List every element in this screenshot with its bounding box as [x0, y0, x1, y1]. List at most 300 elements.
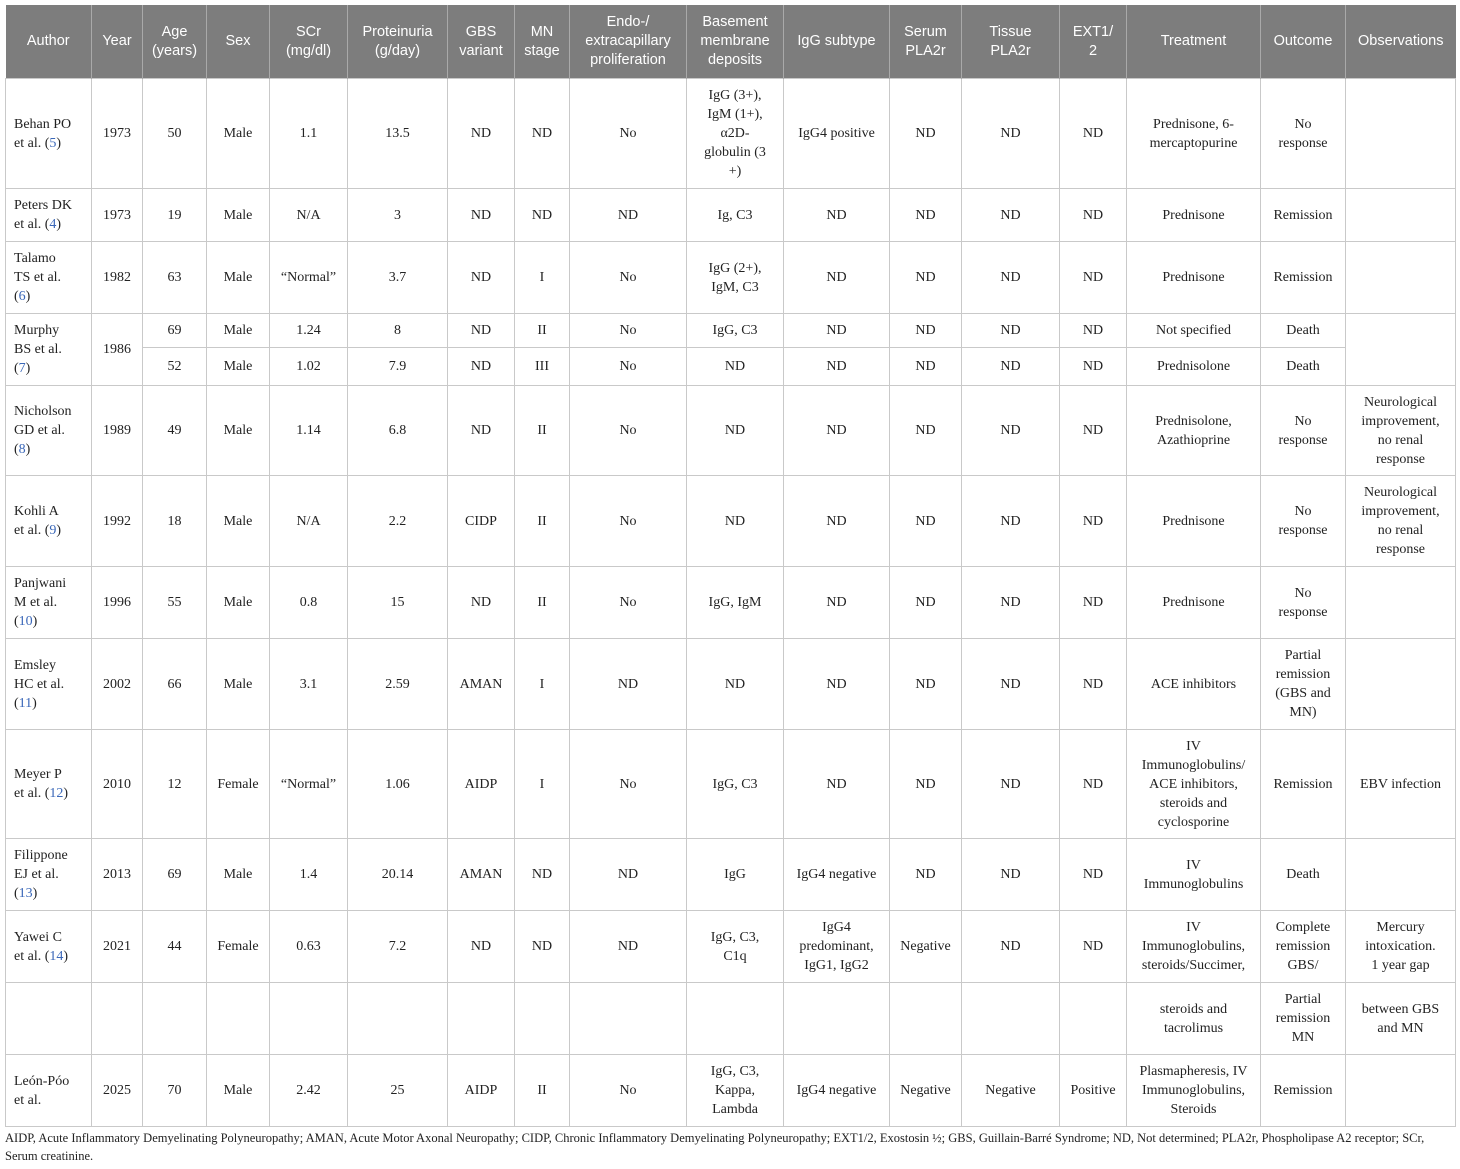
cell-sex: Male — [207, 839, 270, 911]
cell-author — [6, 983, 92, 1055]
cell-scr: “Normal” — [270, 242, 348, 314]
cell-mn: ND — [515, 911, 570, 983]
cell-gbs: ND — [448, 314, 515, 348]
cell-gbs: AMAN — [448, 839, 515, 911]
cell-deposits: ND — [687, 348, 784, 386]
cell-tissue: ND — [962, 348, 1060, 386]
table-row — [6, 639, 1456, 730]
cell-igg: ND — [784, 730, 890, 839]
reference-link[interactable]: 6 — [18, 289, 26, 304]
cell-mn: I — [515, 730, 570, 839]
cell-outcome: Remission — [1261, 1055, 1346, 1127]
table-row — [6, 730, 1456, 839]
reference-close-paren: ) — [25, 289, 31, 304]
cell-scr: 3.1 — [270, 639, 348, 730]
col-header-mn-stage: MN stage — [515, 5, 570, 79]
cell-obs — [1346, 839, 1456, 911]
cell-author — [6, 839, 92, 911]
cell-mn: ND — [515, 189, 570, 242]
author-text: Talamo TS et al. ( — [14, 251, 62, 304]
cell-year: 2025 — [92, 1055, 143, 1127]
table-footnote: AIDP, Acute Inflammatory Demyelinating Polyneuropathy; AMAN, Acute Motor Axonal Neuropathy; CIDP, Chronic Inflammatory Demyelinating Polyneuropathy; EXT1/2, Exostosin ½; GBS, Guillain-Barré Syndrome; ND, Not determined; PLA2r, Phospholipase A2 receptor; SCr, Serum creatinine. — [5, 1131, 1425, 1163]
reference-link[interactable]: 10 — [18, 614, 33, 629]
cell-prot — [348, 983, 448, 1055]
cell-deposits: ND — [687, 639, 784, 730]
cell-sex: Male — [207, 79, 270, 189]
cell-tissue: ND — [962, 567, 1060, 639]
cell-ext: ND — [1060, 242, 1127, 314]
cell-treatment: IV Immunoglobulins, steroids/Succimer, — [1127, 911, 1261, 983]
cell-deposits: IgG, C3 — [687, 730, 784, 839]
cell-scr: N/A — [270, 189, 348, 242]
cell-tissue: ND — [962, 911, 1060, 983]
cell-obs: Neurological improvement, no renal response — [1346, 386, 1456, 476]
cell-year: 1989 — [92, 386, 143, 476]
cell-deposits — [687, 983, 784, 1055]
cell-scr: 1.24 — [270, 314, 348, 348]
cell-ext: ND — [1060, 730, 1127, 839]
cell-gbs: ND — [448, 242, 515, 314]
cell-obs: EBV infection — [1346, 730, 1456, 839]
reference-close-paren: ) — [25, 361, 31, 376]
col-header-gbs-variant: GBS variant — [448, 5, 515, 79]
cell-treatment: Prednisone, 6- mercaptopurine — [1127, 79, 1261, 189]
cell-outcome: Remission — [1261, 242, 1346, 314]
cell-obs: between GBS and MN — [1346, 983, 1456, 1055]
cell-treatment: IV Immunoglobulins — [1127, 839, 1261, 911]
cell-endo: No — [570, 476, 687, 567]
table-row — [6, 1055, 1456, 1127]
cell-treatment: Plasmapheresis, IV Immunoglobulins, Steroids — [1127, 1055, 1261, 1127]
cell-tissue: ND — [962, 79, 1060, 189]
col-header-tissue-pla2r: Tissue PLA2r — [962, 5, 1060, 79]
author-text: Behan PO et al. ( — [14, 116, 72, 151]
cell-ext: ND — [1060, 79, 1127, 189]
cell-prot: 25 — [348, 1055, 448, 1127]
cell-treatment: Prednisone — [1127, 567, 1261, 639]
cell-year: 1982 — [92, 242, 143, 314]
cell-tissue: ND — [962, 730, 1060, 839]
cell-igg — [784, 983, 890, 1055]
cell-endo: No — [570, 348, 687, 386]
cell-gbs: AIDP — [448, 1055, 515, 1127]
cell-tissue: ND — [962, 839, 1060, 911]
cell-deposits: ND — [687, 386, 784, 476]
cell-scr: 1.14 — [270, 386, 348, 476]
author-text: Yawei C et al. ( — [14, 929, 62, 964]
col-header-proteinuria: Proteinuria (g/day) — [348, 5, 448, 79]
cell-year: 1986 — [92, 314, 143, 386]
cell-endo: No — [570, 1055, 687, 1127]
cell-author — [6, 1055, 92, 1127]
cell-sex: Male — [207, 476, 270, 567]
cell-igg: ND — [784, 567, 890, 639]
cell-outcome: No response — [1261, 79, 1346, 189]
cell-endo: No — [570, 314, 687, 348]
cell-endo — [570, 983, 687, 1055]
cell-scr: 0.63 — [270, 911, 348, 983]
cell-mn: I — [515, 639, 570, 730]
cell-mn: III — [515, 348, 570, 386]
cell-mn: II — [515, 386, 570, 476]
cell-igg: IgG4 negative — [784, 1055, 890, 1127]
cell-prot: 2.59 — [348, 639, 448, 730]
cell-mn: I — [515, 242, 570, 314]
cell-prot: 6.8 — [348, 386, 448, 476]
cell-prot: 7.2 — [348, 911, 448, 983]
cell-outcome: Remission — [1261, 730, 1346, 839]
cell-outcome: Remission — [1261, 189, 1346, 242]
cell-serum: ND — [890, 189, 962, 242]
cell-ext: ND — [1060, 911, 1127, 983]
cell-sex: Male — [207, 348, 270, 386]
cell-mn: II — [515, 314, 570, 348]
cell-gbs: ND — [448, 911, 515, 983]
cell-scr — [270, 983, 348, 1055]
cell-endo: No — [570, 567, 687, 639]
author-text: Nicholson GD et al. ( — [14, 404, 72, 457]
cell-prot: 7.9 — [348, 348, 448, 386]
cell-serum — [890, 983, 962, 1055]
col-header-year: Year — [92, 5, 143, 79]
cell-deposits: IgG (2+), IgM, C3 — [687, 242, 784, 314]
cell-treatment: IV Immunoglobulins/ ACE inhibitors, steroids and cyclosporine — [1127, 730, 1261, 839]
cell-treatment: Prednisone — [1127, 476, 1261, 567]
table-row — [6, 348, 1456, 386]
reference-link[interactable]: 8 — [18, 442, 26, 457]
cell-serum: ND — [890, 348, 962, 386]
cell-outcome: No response — [1261, 476, 1346, 567]
reference-close-paren: ) — [32, 886, 38, 901]
cell-deposits: IgG, IgM — [687, 567, 784, 639]
reference-link[interactable]: 11 — [18, 695, 33, 711]
reference-close-paren: ) — [32, 614, 38, 629]
cell-gbs — [448, 983, 515, 1055]
cell-year: 1973 — [92, 79, 143, 189]
cell-year: 2002 — [92, 639, 143, 730]
cell-scr: 2.42 — [270, 1055, 348, 1127]
cell-author — [6, 79, 92, 189]
cell-age: 44 — [143, 911, 207, 983]
author-text: Filippone EJ et al. ( — [14, 848, 68, 901]
author-text: Murphy BS et al. ( — [14, 323, 62, 376]
cell-tissue: ND — [962, 314, 1060, 348]
cell-gbs: AMAN — [448, 639, 515, 730]
cell-ext: ND — [1060, 189, 1127, 242]
table-row — [6, 386, 1456, 476]
cell-ext — [1060, 983, 1127, 1055]
cell-serum: ND — [890, 730, 962, 839]
cell-prot: 20.14 — [348, 839, 448, 911]
col-header-proliferation: Endo-/ extracapillary proliferation — [570, 5, 687, 79]
cell-age: 69 — [143, 314, 207, 348]
cell-age: 69 — [143, 839, 207, 911]
cell-endo: No — [570, 79, 687, 189]
cell-sex: Male — [207, 639, 270, 730]
data-table — [5, 5, 1456, 1127]
cell-treatment: Prednisone — [1127, 189, 1261, 242]
reference-link[interactable]: 5 — [49, 135, 57, 151]
cell-serum: ND — [890, 314, 962, 348]
cell-serum: ND — [890, 639, 962, 730]
col-header-author: Author — [6, 5, 92, 79]
cell-mn: ND — [515, 839, 570, 911]
cell-treatment: Not specified — [1127, 314, 1261, 348]
table-row — [6, 476, 1456, 567]
cell-author — [6, 242, 92, 314]
cell-sex: Male — [207, 386, 270, 476]
col-header-igg-subtype: IgG subtype — [784, 5, 890, 79]
cell-sex: Male — [207, 189, 270, 242]
cell-prot: 1.06 — [348, 730, 448, 839]
cell-tissue: Negative — [962, 1055, 1060, 1127]
cell-sex — [207, 983, 270, 1055]
cell-deposits: IgG, C3, Kappa, Lambda — [687, 1055, 784, 1127]
cell-sex: Female — [207, 911, 270, 983]
cell-serum: ND — [890, 839, 962, 911]
cell-endo: No — [570, 386, 687, 476]
col-header-ext: EXT1/ 2 — [1060, 5, 1127, 79]
table-row — [6, 242, 1456, 314]
cell-gbs: ND — [448, 348, 515, 386]
cell-obs — [1346, 639, 1456, 730]
table-row — [6, 983, 1456, 1055]
cell-ext: ND — [1060, 348, 1127, 386]
reference-link[interactable]: 14 — [49, 948, 64, 964]
cell-ext: Positive — [1060, 1055, 1127, 1127]
cell-deposits: IgG, C3, C1q — [687, 911, 784, 983]
cell-endo: ND — [570, 639, 687, 730]
cell-outcome: No response — [1261, 567, 1346, 639]
table-row — [6, 839, 1456, 911]
cell-obs: Mercury intoxication. 1 year gap — [1346, 911, 1456, 983]
cell-treatment: ACE inhibitors — [1127, 639, 1261, 730]
table-row — [6, 189, 1456, 242]
cell-year: 1992 — [92, 476, 143, 567]
cell-author — [6, 639, 92, 730]
cell-treatment: Prednisone — [1127, 242, 1261, 314]
reference-close-paren: ) — [56, 523, 62, 538]
reference-close-paren: ) — [63, 948, 69, 964]
cell-author — [6, 567, 92, 639]
cell-scr: N/A — [270, 476, 348, 567]
cell-igg: ND — [784, 189, 890, 242]
cell-serum: ND — [890, 242, 962, 314]
cell-serum: ND — [890, 476, 962, 567]
reference-link[interactable]: 7 — [18, 361, 26, 376]
cell-obs — [1346, 567, 1456, 639]
author-text: Meyer P et al. ( — [14, 767, 62, 801]
reference-close-paren: ) — [56, 217, 62, 232]
cell-year: 1996 — [92, 567, 143, 639]
cell-mn: II — [515, 476, 570, 567]
cell-sex: Male — [207, 567, 270, 639]
cell-author — [6, 476, 92, 567]
col-header-treatment: Treatment — [1127, 5, 1261, 79]
cell-outcome: Death — [1261, 348, 1346, 386]
table-container — [5, 5, 1455, 1127]
cell-age — [143, 983, 207, 1055]
reference-close-paren: ) — [32, 695, 37, 711]
cell-age: 55 — [143, 567, 207, 639]
cell-sex: Male — [207, 242, 270, 314]
cell-prot: 8 — [348, 314, 448, 348]
cell-tissue: ND — [962, 242, 1060, 314]
cell-tissue: ND — [962, 386, 1060, 476]
cell-deposits: IgG, C3 — [687, 314, 784, 348]
cell-treatment: Prednisolone, Azathioprine — [1127, 386, 1261, 476]
cell-scr: 1.1 — [270, 79, 348, 189]
reference-link[interactable]: 13 — [18, 886, 33, 901]
reference-close-paren: ) — [56, 135, 62, 151]
cell-prot: 3.7 — [348, 242, 448, 314]
cell-outcome: Partial remission MN — [1261, 983, 1346, 1055]
cell-author — [6, 189, 92, 242]
cell-tissue: ND — [962, 476, 1060, 567]
col-header-age: Age (years) — [143, 5, 207, 79]
cell-mn — [515, 983, 570, 1055]
cell-gbs: CIDP — [448, 476, 515, 567]
cell-year — [92, 983, 143, 1055]
cell-outcome: No response — [1261, 386, 1346, 476]
cell-igg: IgG4 positive — [784, 79, 890, 189]
reference-close-paren: ) — [25, 442, 31, 457]
cell-treatment: steroids and tacrolimus — [1127, 983, 1261, 1055]
cell-treatment: Prednisolone — [1127, 348, 1261, 386]
cell-author — [6, 730, 92, 839]
cell-deposits: IgG (3+), IgM (1+), α2D- globulin (3 +) — [687, 79, 784, 189]
author-text: Peters DK et al. ( — [14, 198, 72, 232]
cell-obs — [1346, 314, 1456, 386]
cell-age: 52 — [143, 348, 207, 386]
cell-obs — [1346, 189, 1456, 242]
cell-outcome: Complete remission GBS/ — [1261, 911, 1346, 983]
reference-link[interactable]: 9 — [49, 523, 57, 538]
cell-igg: ND — [784, 386, 890, 476]
cell-ext: ND — [1060, 567, 1127, 639]
cell-ext: ND — [1060, 314, 1127, 348]
cell-sex: Male — [207, 1055, 270, 1127]
cell-sex: Female — [207, 730, 270, 839]
cell-gbs: ND — [448, 386, 515, 476]
cell-scr: “Normal” — [270, 730, 348, 839]
cell-scr: 1.02 — [270, 348, 348, 386]
cell-endo: No — [570, 242, 687, 314]
table-body — [6, 79, 1456, 1127]
cell-ext: ND — [1060, 639, 1127, 730]
cell-age: 63 — [143, 242, 207, 314]
cell-igg: ND — [784, 314, 890, 348]
cell-gbs: ND — [448, 79, 515, 189]
reference-link[interactable]: 4 — [49, 217, 57, 232]
cell-mn: ND — [515, 79, 570, 189]
cell-prot: 15 — [348, 567, 448, 639]
reference-close-paren: ) — [63, 786, 69, 801]
cell-sex: Male — [207, 314, 270, 348]
cell-gbs: ND — [448, 567, 515, 639]
cell-obs — [1346, 1055, 1456, 1127]
table-row — [6, 79, 1456, 189]
col-header-sex: Sex — [207, 5, 270, 79]
author-text: Kohli A et al. ( — [14, 504, 59, 538]
cell-serum: ND — [890, 567, 962, 639]
cell-year: 2013 — [92, 839, 143, 911]
col-header-serum-pla2r: Serum PLA2r — [890, 5, 962, 79]
cell-age: 49 — [143, 386, 207, 476]
cell-outcome: Death — [1261, 314, 1346, 348]
cell-age: 70 — [143, 1055, 207, 1127]
col-header-scr: SCr (mg/dl) — [270, 5, 348, 79]
cell-serum: ND — [890, 386, 962, 476]
cell-prot: 3 — [348, 189, 448, 242]
cell-igg: IgG4 negative — [784, 839, 890, 911]
cell-igg: ND — [784, 348, 890, 386]
cell-endo: ND — [570, 189, 687, 242]
cell-serum: Negative — [890, 1055, 962, 1127]
cell-igg: ND — [784, 639, 890, 730]
cell-gbs: AIDP — [448, 730, 515, 839]
cell-scr: 0.8 — [270, 567, 348, 639]
cell-igg: ND — [784, 476, 890, 567]
cell-age: 50 — [143, 79, 207, 189]
cell-endo: ND — [570, 911, 687, 983]
cell-serum: Negative — [890, 911, 962, 983]
cell-ext: ND — [1060, 386, 1127, 476]
cell-age: 19 — [143, 189, 207, 242]
author-text: Emsley HC et al. ( — [14, 657, 65, 711]
cell-year: 2021 — [92, 911, 143, 983]
cell-ext: ND — [1060, 476, 1127, 567]
cell-age: 66 — [143, 639, 207, 730]
cell-author — [6, 386, 92, 476]
table-header — [6, 5, 1456, 79]
table-row — [6, 567, 1456, 639]
cell-gbs: ND — [448, 189, 515, 242]
table-row — [6, 911, 1456, 983]
cell-endo: No — [570, 730, 687, 839]
cell-tissue: ND — [962, 639, 1060, 730]
cell-obs: Neurological improvement, no renal response — [1346, 476, 1456, 567]
cell-obs — [1346, 242, 1456, 314]
col-header-observations: Observations — [1346, 5, 1456, 79]
cell-year: 1973 — [92, 189, 143, 242]
cell-prot: 13.5 — [348, 79, 448, 189]
cell-prot: 2.2 — [348, 476, 448, 567]
cell-deposits: Ig, C3 — [687, 189, 784, 242]
cell-tissue: ND — [962, 189, 1060, 242]
cell-mn: II — [515, 1055, 570, 1127]
col-header-outcome: Outcome — [1261, 5, 1346, 79]
reference-link[interactable]: 12 — [49, 786, 64, 801]
cell-endo: ND — [570, 839, 687, 911]
cell-igg: IgG4 predominant, IgG1, IgG2 — [784, 911, 890, 983]
cell-deposits: ND — [687, 476, 784, 567]
cell-outcome: Partial remission (GBS and MN) — [1261, 639, 1346, 730]
cell-age: 18 — [143, 476, 207, 567]
author-text: León-Póo et al. — [14, 1073, 70, 1108]
cell-obs — [1346, 79, 1456, 189]
cell-author — [6, 911, 92, 983]
cell-outcome: Death — [1261, 839, 1346, 911]
cell-serum: ND — [890, 79, 962, 189]
cell-scr: 1.4 — [270, 839, 348, 911]
cell-author — [6, 314, 92, 386]
table-row — [6, 314, 1456, 348]
cell-year: 2010 — [92, 730, 143, 839]
author-text: Panjwani M et al. ( — [14, 576, 67, 629]
cell-tissue — [962, 983, 1060, 1055]
cell-igg: ND — [784, 242, 890, 314]
